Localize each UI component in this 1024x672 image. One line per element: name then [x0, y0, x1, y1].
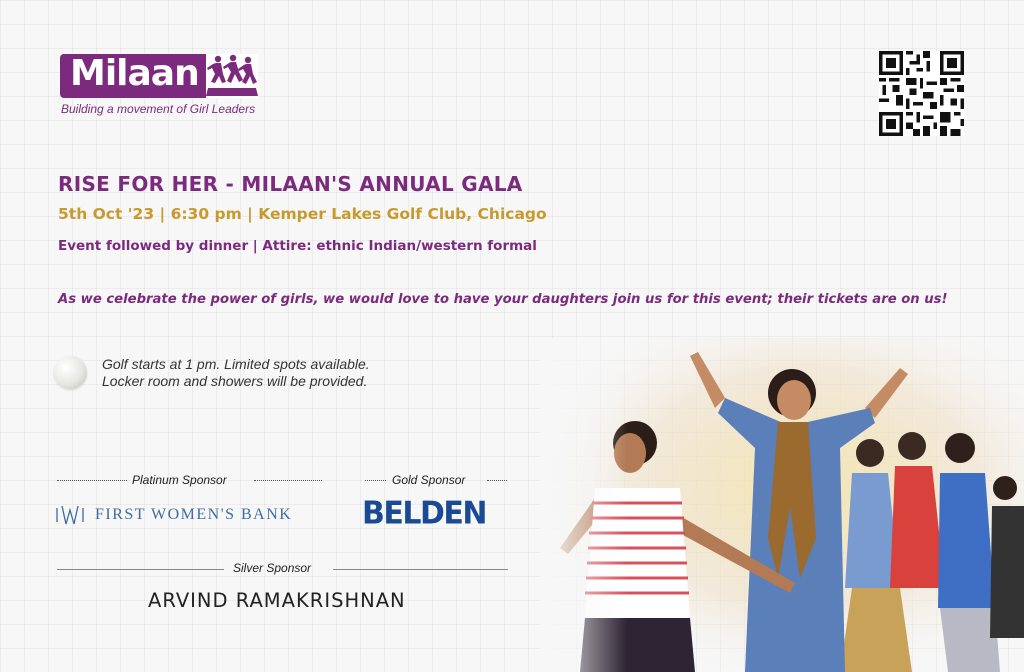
first-womens-bank-logo-icon: [54, 502, 86, 528]
silver-sponsor-label: Silver Sponsor: [233, 561, 312, 575]
golf-info-line-2: Locker room and showers will be provided.: [102, 373, 368, 389]
divider: [487, 480, 507, 481]
divider: [333, 569, 508, 570]
logo-wordmark: Milaan: [70, 53, 199, 94]
silver-sponsor-name: ARVIND RAMAKRISHNAN: [148, 589, 406, 612]
gold-sponsor-name: BELDEN: [362, 495, 486, 532]
platinum-sponsor-name: FIRST WOMEN'S BANK: [95, 506, 293, 523]
golf-info-line-1: Golf starts at 1 pm. Limited spots available.: [102, 356, 370, 372]
qr-code-icon[interactable]: [879, 51, 964, 136]
running-girls-icon: [206, 52, 258, 100]
event-title: RISE FOR HER - MILAAN'S ANNUAL GALA: [58, 172, 523, 196]
event-dinner-attire: Event followed by dinner | Attire: ethnic Indian/western formal: [58, 238, 537, 254]
logo-tagline: Building a movement of Girl Leaders: [61, 102, 256, 116]
divider: [365, 480, 386, 481]
golf-ball-icon: [54, 356, 87, 389]
platinum-sponsor-label: Platinum Sponsor: [132, 473, 227, 487]
divider: [254, 480, 322, 481]
event-date-venue: 5th Oct '23 | 6:30 pm | Kemper Lakes Golf Club, Chicago: [58, 205, 547, 223]
event-celebrate-note: As we celebrate the power of girls, we would love to have your daughters join us for this event; their tickets are on us!: [58, 292, 948, 307]
gold-sponsor-label: Gold Sponsor: [392, 473, 466, 487]
golf-info: [102, 356, 370, 390]
divider: [57, 480, 127, 481]
divider: [57, 569, 224, 570]
girls-celebrating-photo: [540, 338, 1024, 672]
